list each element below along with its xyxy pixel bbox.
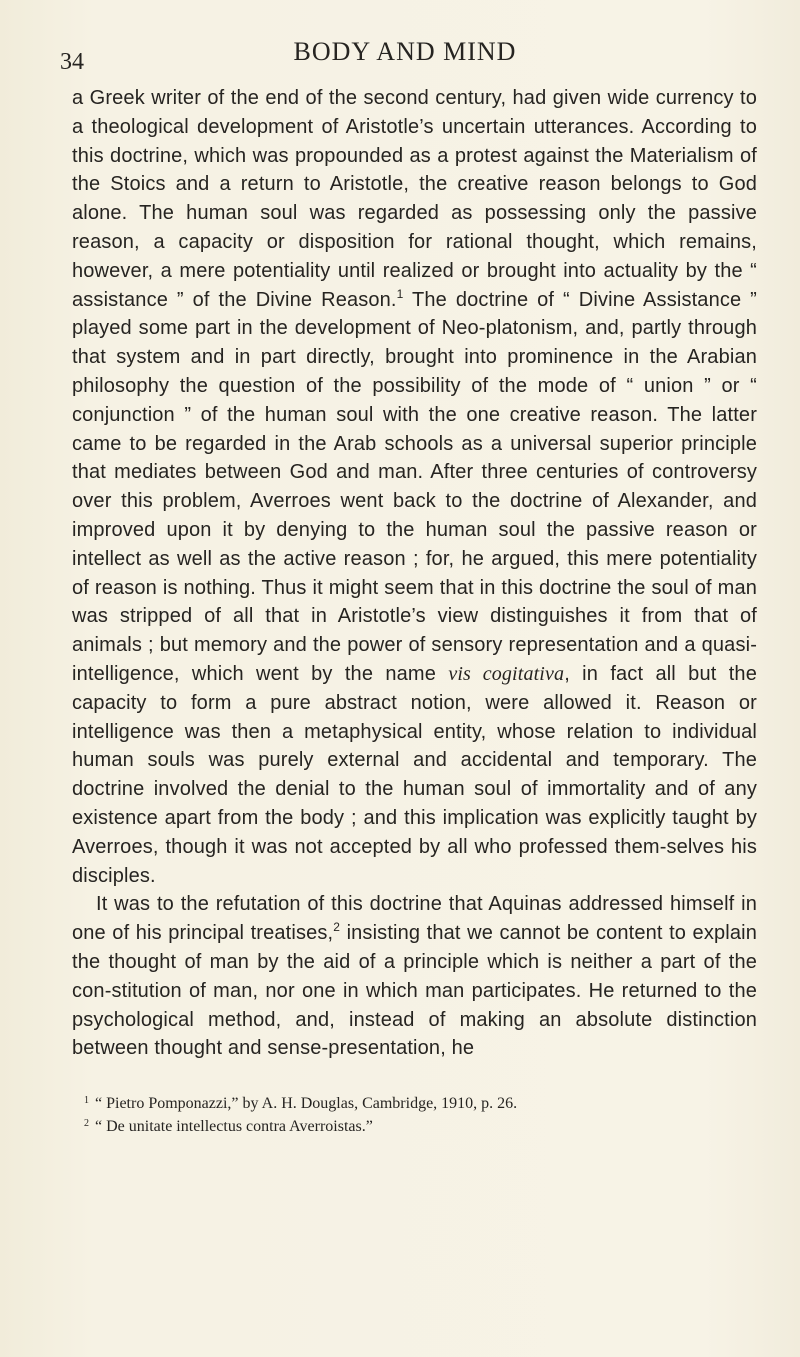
footnote-ref-1: 1: [396, 286, 404, 301]
paragraph-2-text-a: It was to the refutation of this doctrine that Aquinas addressed himself in one of his principal treatises,: [72, 893, 757, 945]
footnote-text: “ Pietro Pomponazzi,” by A. H. Douglas, Cambridge, 1910, p. 26.: [95, 1095, 518, 1112]
footnote-number: 2: [84, 1118, 89, 1129]
paragraph-1-text-c: , in fact all but the capacity to form a pure abstract notion, were allowed it. Reason or intelligence was then a metaphysical entity, whose relation to individual human souls was purely external and accidental and temporary. The doctrine involved the denial to the human soul of immortality and of any existence apart from the body ; and this implication was explicitly taught by Averroes, though it was not accepted by all who professed them-selves his disciples.: [72, 662, 757, 887]
paragraph-1-text-b: The doctrine of “ Divine Assistance ” played some part in the development of Neo-platonism, and, partly through that system and in part directly, brought into prominence in the Arabian philosophy the question of the possibility of the mode of “ union ” or “ conjunction ” of the human soul with the one creative reason. The latter came to be regarded in the Arab schools as a universal superior principle that mediates between God and man. After three centuries of controversy over this problem, Averroes went back to the doctrine of Alexander, and improved upon it by denying to the human soul the passive reason or intellect as well as the active reason ; for, he argued, this mere potentiality of reason is nothing. Thus it might seem that in this doctrine the soul of man was stripped of all that in Aristotle’s view distinguishes it from that of animals ; but memory and the power of sensory representation and a quasi-intelligence, which went by the name: [72, 288, 757, 685]
running-title: BODY AND MIND: [293, 37, 517, 66]
footnote-1: [84, 1091, 744, 1114]
paragraph-1-text-a: a Greek writer of the end of the second century, had given wide currency to a theological development of Aristotle’s uncertain utterances. According to this doctrine, which was propounded as a protest against the Materialism of the Stoics and a return to Aristotle, the creative reason belongs to God alone. The human soul was regarded as possessing only the passive reason, a capacity or disposition for rational thought, which remains, however, a mere potentiality until realized or brought into actuality by the “ assistance ” of the Divine Reason.: [72, 87, 757, 311]
running-head: [60, 36, 750, 76]
body-text: [72, 84, 757, 1063]
footnote-text: “ De unitate intellectus contra Averroistas.”: [95, 1118, 373, 1135]
paragraph-2-text-b: insisting that we cannot be content to explain the thought of man by the aid of a principle which is neither a part of the con-stitution of man, nor one in which man participates. He returned to the psychological method, and, instead of making an absolute distinction between thought and sense-presentation, he: [72, 922, 757, 1060]
footnotes: [84, 1091, 744, 1137]
paragraph-2: [72, 890, 757, 1063]
footnote-number: 1: [84, 1095, 89, 1106]
italic-term: vis cogitativa: [448, 662, 565, 685]
page-number: 34: [60, 49, 84, 75]
footnote-2: [84, 1114, 744, 1137]
footnote-ref-2: 2: [333, 920, 341, 935]
paragraph-1: [72, 84, 757, 890]
